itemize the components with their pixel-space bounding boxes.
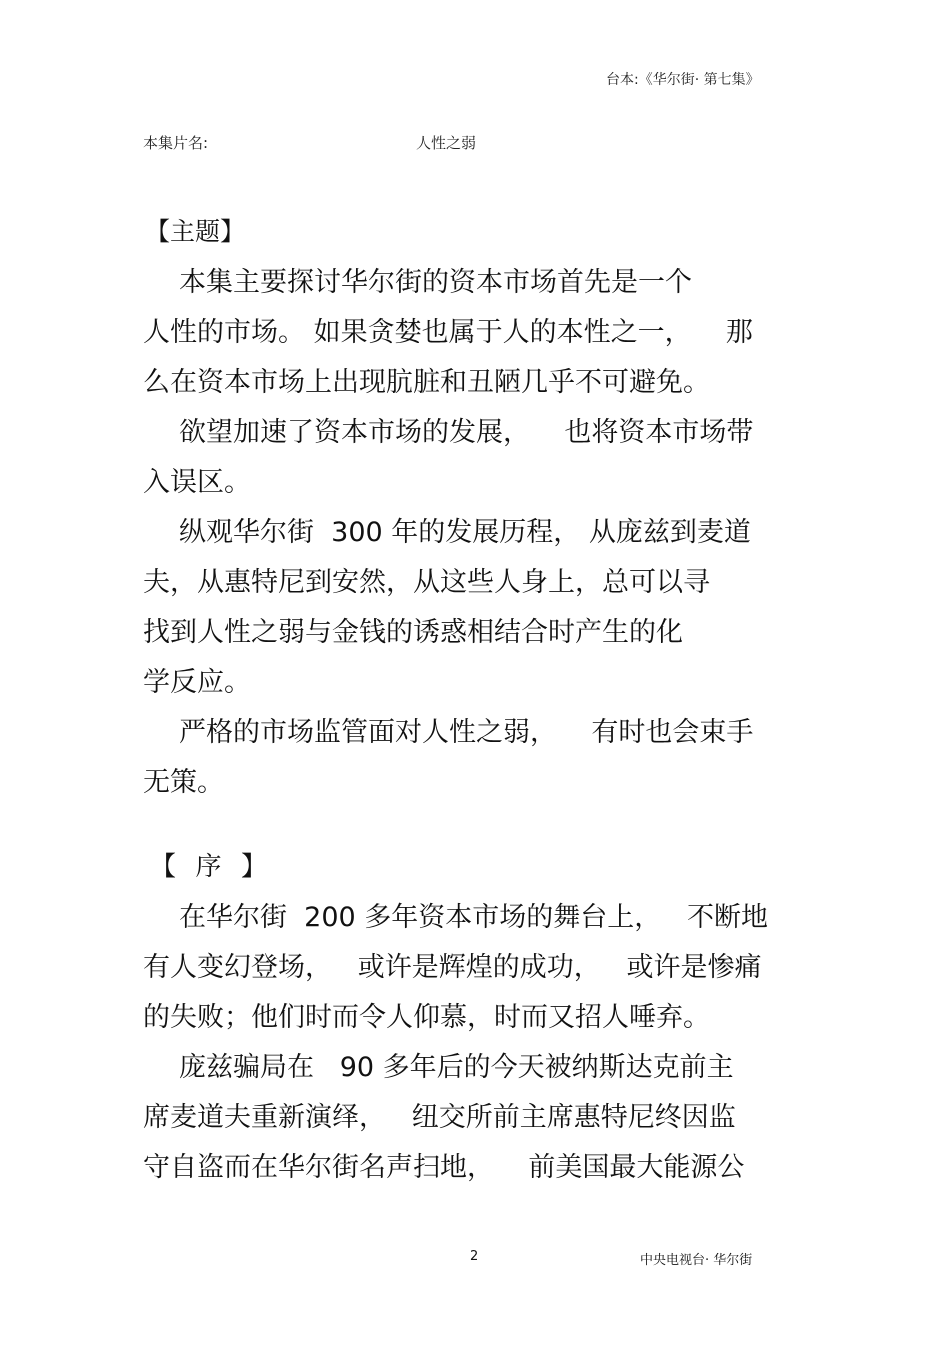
text-line: 本集主要探讨华尔街的资本市场首先是一个 [179, 267, 692, 298]
text-line: 入误区。 [143, 467, 251, 498]
text-line: 夫，从惠特尼到安然，从这些人身上，总可以寻 [143, 567, 710, 598]
theme-paragraphs [143, 258, 813, 808]
page-number: 2 [470, 1249, 479, 1264]
text-line: 无策。 [143, 767, 224, 798]
episode-title-label: 本集片名: [143, 134, 209, 152]
episode-title: 人性之弱 [416, 134, 477, 152]
text-line: 学反应。 [143, 667, 251, 698]
text-line: 有人变幻登场， 或许是辉煌的成功， 或许是惨痛 [143, 952, 762, 983]
text-line: 席麦道夫重新演绎， 纽交所前主席惠特尼终因监 [143, 1102, 736, 1133]
text-line: 欲望加速了资本市场的发展， 也将资本市场带 [179, 417, 754, 448]
text-line: 的失败；他们时而令人仰慕，时而又招人唾弃。 [143, 1002, 710, 1033]
text-line: 守自盗而在华尔街名声扫地， 前美国最大能源公 [143, 1152, 745, 1183]
text-line: 找到人性之弱与金钱的诱惑相结合时产生的化 [143, 617, 683, 648]
text-line: 人性的市场。 如果贪婪也属于人的本性之一， 那 [143, 317, 753, 348]
preface-paragraphs [143, 893, 813, 1193]
script-title-header: 台本:《华尔街· 第七集》 [606, 72, 760, 88]
text-line: 严格的市场监管面对人性之弱， 有时也会束手 [179, 717, 754, 748]
text-line: 庞兹骗局在 90 多年后的今天被纳斯达克前主 [179, 1052, 734, 1083]
text-line: 么在资本市场上出现肮脏和丑陋几乎不可避免。 [143, 367, 710, 398]
footer-source: 中央电视台· 华尔街 [640, 1253, 753, 1268]
preface-heading: 【 序 】 [150, 852, 269, 882]
text-line: 纵观华尔街 300 年的发展历程， 从庞兹到麦道 [179, 517, 751, 548]
text-line: 在华尔街 200 多年资本市场的舞台上， 不断地 [179, 902, 769, 933]
theme-heading: 【主题】 [145, 217, 246, 246]
